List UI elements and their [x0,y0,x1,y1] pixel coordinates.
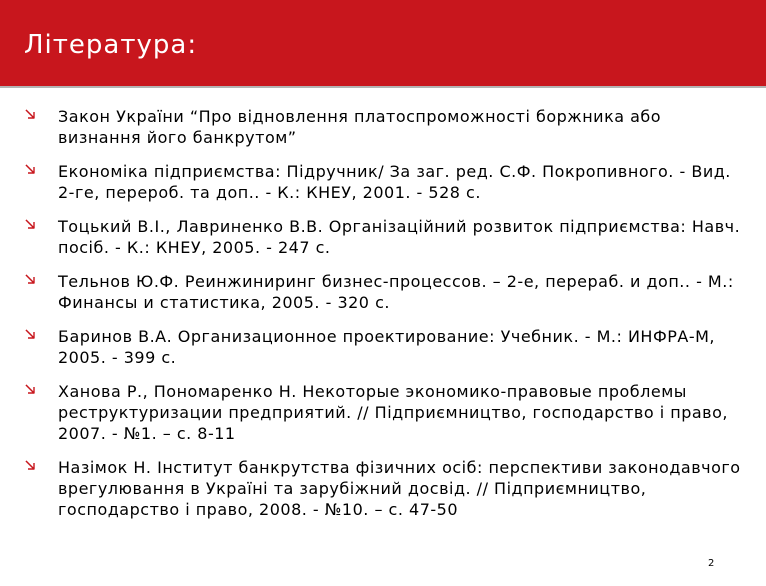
reference-item [24,161,746,203]
reference-item [24,271,746,313]
arrow-bullet-icon [24,384,38,398]
reference-item [24,326,746,368]
reference-text: Тельнов Ю.Ф. Реинжиниринг бизнес-процессов. – 2-е, перераб. и доп.. - М.: Финансы и статистика, 2005. - 320 с. [58,272,734,312]
reference-item [24,106,746,148]
reference-item [24,457,746,520]
reference-text: Назімок Н. Інститут банкрутства фізичних осіб: перспективи законодавчого врегулювання в Україні та зарубіжний досвід. // Підприємництво, господарство і право, 2008. - №10. – с. 47-50 [58,458,741,519]
arrow-bullet-icon [24,219,38,233]
reference-item [24,381,746,444]
reference-item [24,216,746,258]
arrow-bullet-icon [24,460,38,474]
title-bar [0,0,766,88]
reference-text: Тоцький В.І., Лавриненко В.В. Організаційний розвиток підприємства: Навч. посіб. - К.: КНЕУ, 2005. - 247 с. [58,217,741,257]
arrow-bullet-icon [24,109,38,123]
reference-text: Економіка підприємства: Підручник/ За заг. ред. С.Ф. Покропивного. - Вид. 2-ге, перероб. та доп.. - К.: КНЕУ, 2001. - 528 с. [58,162,731,202]
reference-text: Закон України “Про відновлення платоспроможності боржника або визнання його банкрутом” [58,107,662,147]
reference-text: Баринов В.А. Организационное проектирование: Учебник. - М.: ИНФРА-М, 2005. - 399 с. [58,327,715,367]
arrow-bullet-icon [24,329,38,343]
slide-title: Література: [24,30,198,60]
arrow-bullet-icon [24,164,38,178]
page-number: 2 [708,558,715,569]
reference-text: Ханова Р., Пономаренко Н. Некоторые экономико-правовые проблемы реструктуризации предприятий. // Підприємництво, господарство і право, 2007. - №1. – с. 8-11 [58,382,728,443]
arrow-bullet-icon [24,274,38,288]
reference-list [24,106,746,520]
